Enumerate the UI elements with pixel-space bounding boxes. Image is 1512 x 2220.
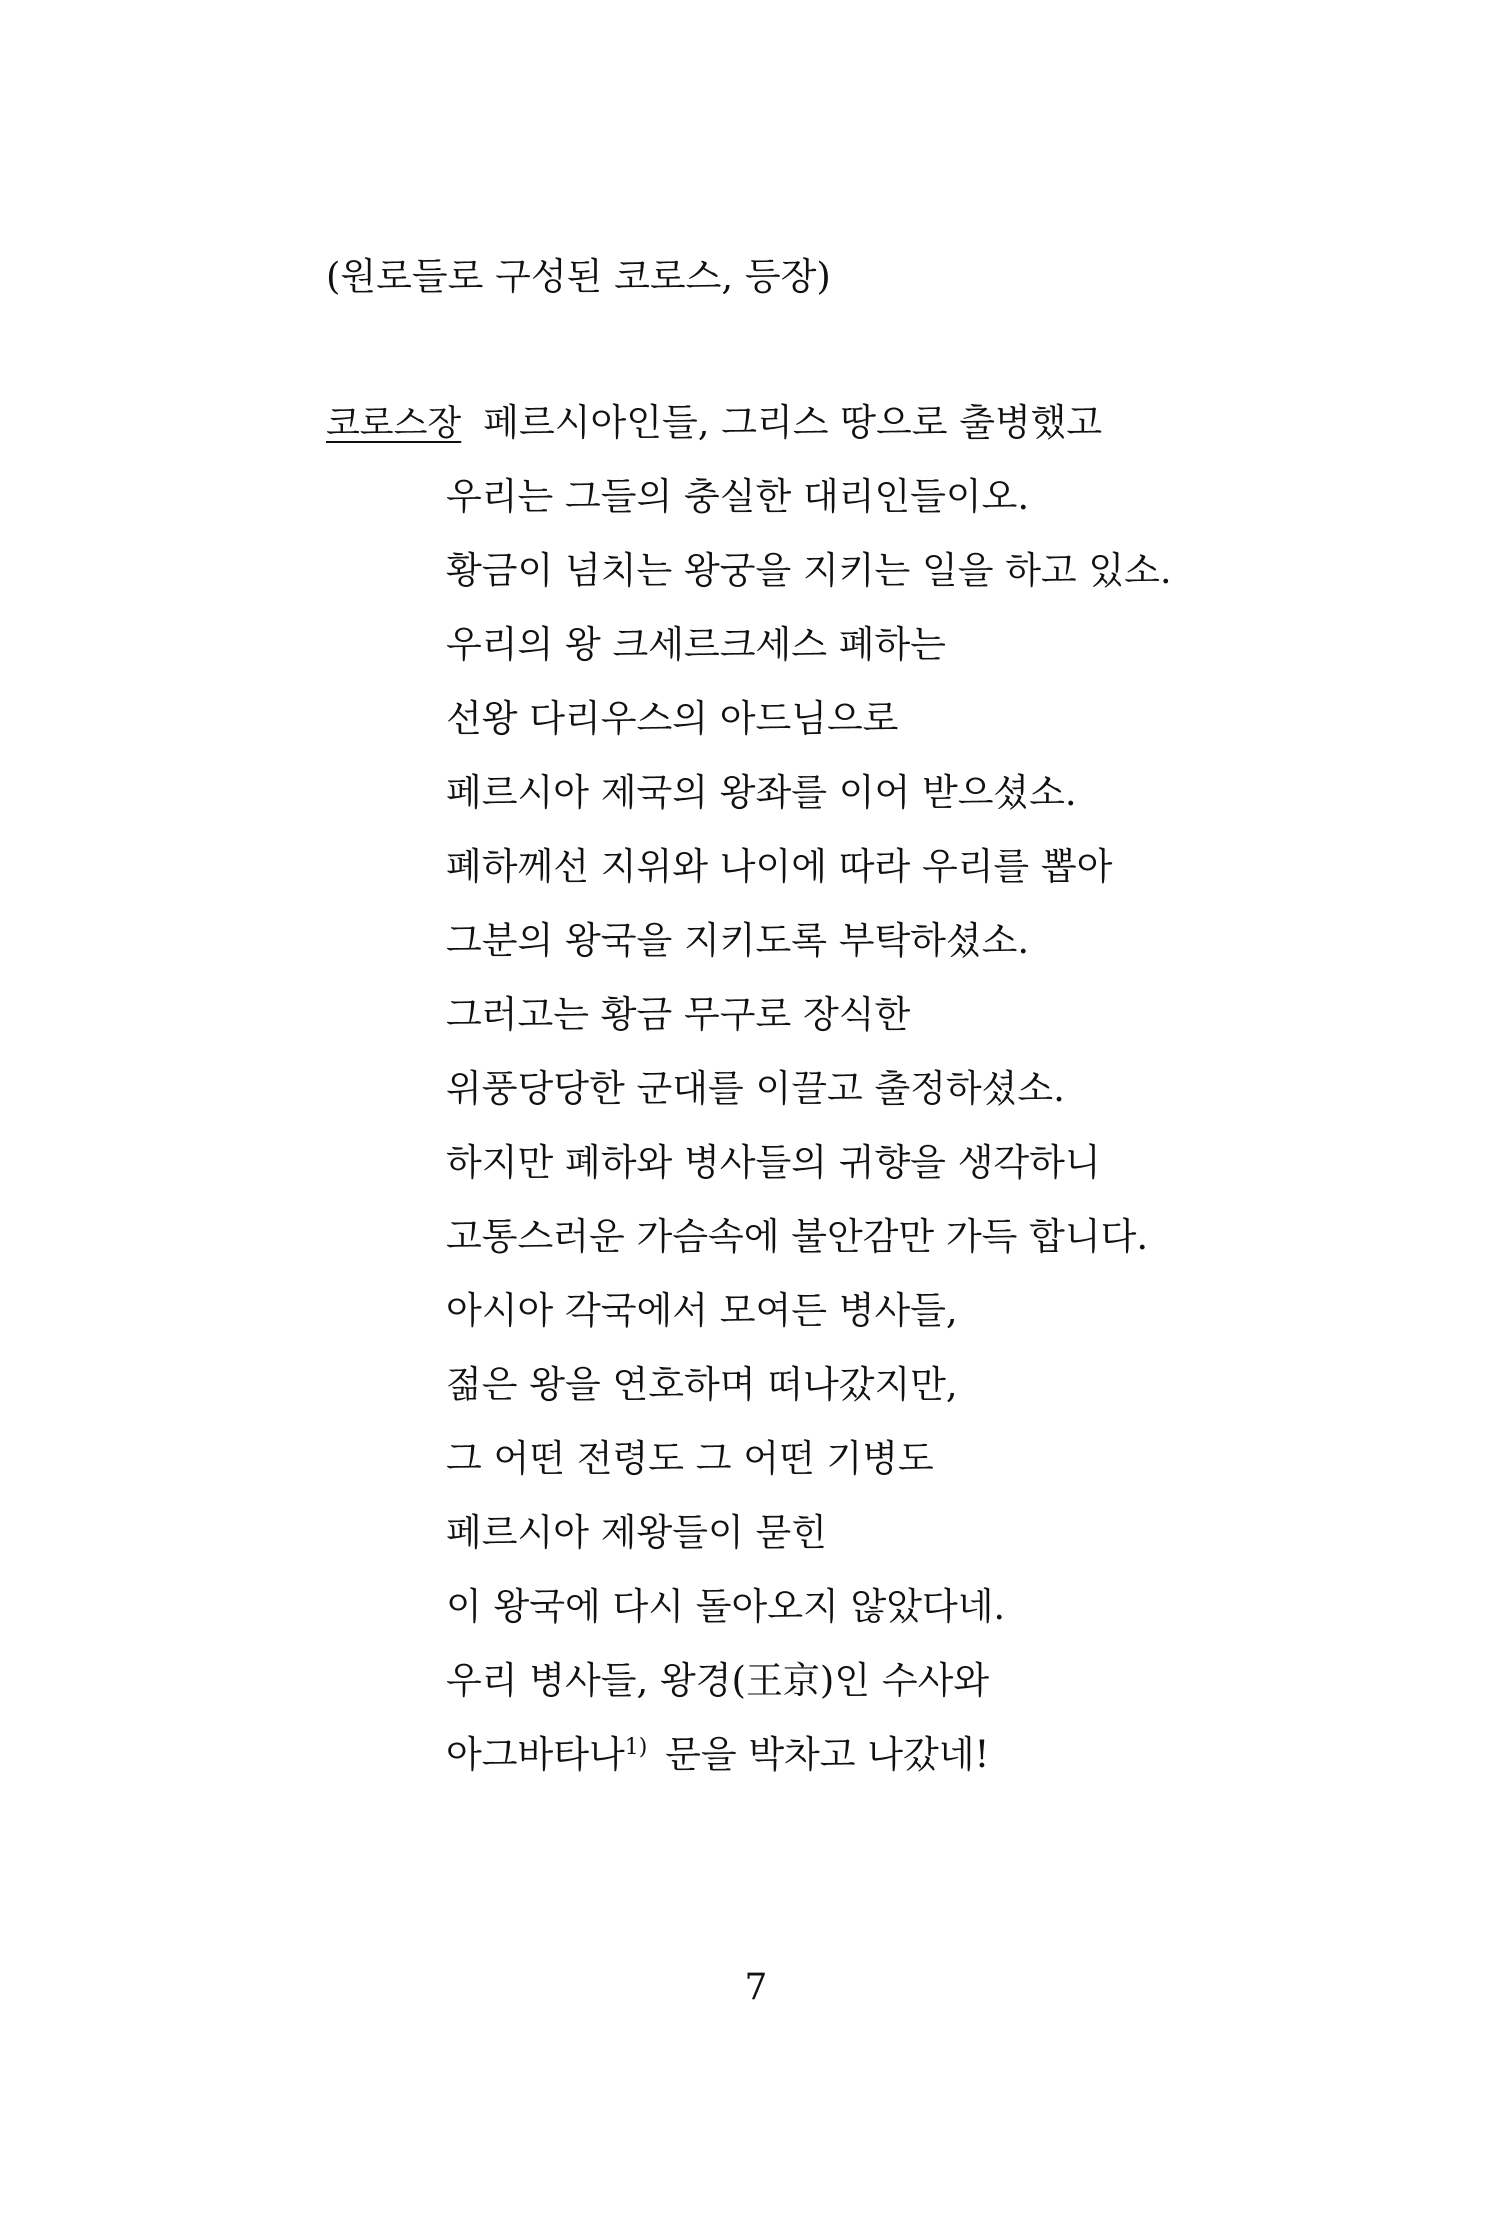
verse-line: 폐하께선 지위와 나이에 따라 우리를 뽑아 xyxy=(446,845,1113,888)
verse-line: 황금이 넘치는 왕궁을 지키는 일을 하고 있소. xyxy=(446,549,1172,592)
verse-line: 아시아 각국에서 모여든 병사들, xyxy=(446,1289,958,1332)
verse-line: 우리 병사들, 왕경(王京)인 수사와 xyxy=(446,1659,990,1702)
speaker-line xyxy=(326,398,1326,472)
verse-line-last xyxy=(326,1730,1326,1804)
verse-text-before-footnote: 아그바타나 xyxy=(446,1733,625,1776)
verse-line: 고통스러운 가슴속에 불안감만 가득 합니다. xyxy=(446,1215,1149,1258)
verse-text-after-footnote: 문을 박차고 나갔네! xyxy=(653,1733,990,1776)
speaker-name: 코로스장 xyxy=(326,404,462,444)
verse-line: 이 왕국에 다시 돌아오지 않았다네. xyxy=(446,1585,1006,1628)
verse-line: 그분의 왕국을 지키도록 부탁하셨소. xyxy=(446,919,1030,962)
verse-line: 그 어떤 전령도 그 어떤 기병도 xyxy=(446,1437,934,1480)
verse-line: 페르시아 제국의 왕좌를 이어 받으셨소. xyxy=(446,771,1077,814)
stage-direction: (원로들로 구성된 코로스, 등장) xyxy=(326,255,831,298)
verse-list xyxy=(326,472,1326,1804)
speech-block xyxy=(326,398,1326,1804)
verse-line: 선왕 다리우스의 아드님으로 xyxy=(446,697,899,740)
verse-line: 페르시아 제왕들이 묻힌 xyxy=(446,1511,827,1554)
verse-line: 위풍당당한 군대를 이끌고 출정하셨소. xyxy=(446,1067,1065,1110)
verse-line: 우리는 그들의 충실한 대리인들이오. xyxy=(446,475,1030,518)
verse-line: 하지만 폐하와 병사들의 귀향을 생각하니 xyxy=(446,1141,1101,1184)
footnote-reference[interactable]: 1) xyxy=(624,1734,648,1760)
verse-line: 젊은 왕을 연호하며 떠나갔지만, xyxy=(446,1363,958,1406)
page-number: 7 xyxy=(744,1967,768,2008)
verse-line: 그러고는 황금 무구로 장식한 xyxy=(446,993,911,1036)
verse-line: 우리의 왕 크세르크세스 폐하는 xyxy=(446,623,946,666)
verse-line-first: 페르시아인들, 그리스 땅으로 출병했고 xyxy=(483,401,1103,444)
